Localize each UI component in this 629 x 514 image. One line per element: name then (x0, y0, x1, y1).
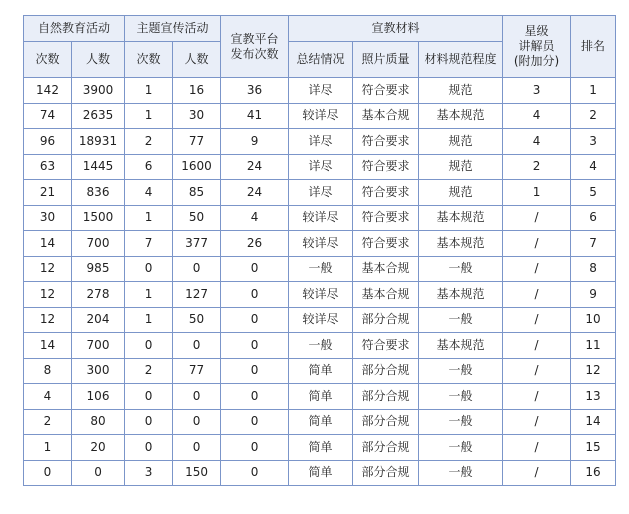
table-body (24, 78, 616, 486)
cell-theme-times: 4 (125, 180, 173, 206)
cell-summary: 简单 (289, 435, 353, 461)
cell-rank: 7 (571, 231, 616, 257)
cell-platform-count: 0 (221, 460, 289, 486)
cell-material-standard: 规范 (419, 180, 503, 206)
cell-nature-times: 0 (24, 460, 72, 486)
header-platform-count: 宣教平台 发布次数 (221, 16, 289, 78)
cell-summary: 较详尽 (289, 307, 353, 333)
cell-photo-quality: 基本合规 (353, 282, 419, 308)
cell-nature-people: 278 (72, 282, 125, 308)
cell-platform-count: 41 (221, 103, 289, 129)
cell-nature-times: 1 (24, 435, 72, 461)
cell-rank: 14 (571, 409, 616, 435)
cell-platform-count: 0 (221, 435, 289, 461)
cell-summary: 简单 (289, 460, 353, 486)
cell-theme-people: 77 (173, 358, 221, 384)
ranking-table (23, 15, 616, 486)
cell-photo-quality: 基本合规 (353, 256, 419, 282)
cell-theme-people: 16 (173, 78, 221, 104)
cell-theme-times: 6 (125, 154, 173, 180)
cell-material-standard: 一般 (419, 307, 503, 333)
table-row (24, 205, 616, 231)
cell-star-guide: / (503, 435, 571, 461)
cell-platform-count: 0 (221, 358, 289, 384)
cell-star-guide: 4 (503, 103, 571, 129)
cell-material-standard: 规范 (419, 78, 503, 104)
table-row (24, 460, 616, 486)
cell-nature-people: 300 (72, 358, 125, 384)
cell-theme-times: 1 (125, 205, 173, 231)
header-material-standard: 材料规范程度 (419, 42, 503, 78)
cell-nature-people: 80 (72, 409, 125, 435)
cell-nature-times: 30 (24, 205, 72, 231)
cell-nature-people: 106 (72, 384, 125, 410)
cell-summary: 较详尽 (289, 282, 353, 308)
cell-star-guide: / (503, 384, 571, 410)
cell-platform-count: 9 (221, 129, 289, 155)
cell-nature-people: 1445 (72, 154, 125, 180)
cell-theme-people: 0 (173, 384, 221, 410)
cell-rank: 10 (571, 307, 616, 333)
cell-platform-count: 24 (221, 154, 289, 180)
cell-rank: 8 (571, 256, 616, 282)
table-row (24, 256, 616, 282)
cell-nature-people: 0 (72, 460, 125, 486)
cell-material-standard: 一般 (419, 384, 503, 410)
cell-photo-quality: 部分合规 (353, 307, 419, 333)
cell-nature-times: 96 (24, 129, 72, 155)
cell-nature-people: 20 (72, 435, 125, 461)
cell-summary: 详尽 (289, 180, 353, 206)
cell-photo-quality: 符合要求 (353, 78, 419, 104)
table-row (24, 384, 616, 410)
cell-star-guide: 1 (503, 180, 571, 206)
cell-material-standard: 一般 (419, 358, 503, 384)
cell-summary: 简单 (289, 358, 353, 384)
header-theme-promotion: 主题宣传活动 (125, 16, 221, 42)
table-row (24, 307, 616, 333)
cell-theme-times: 1 (125, 103, 173, 129)
table-row (24, 180, 616, 206)
ranking-table-container (23, 15, 616, 486)
cell-nature-times: 14 (24, 231, 72, 257)
cell-platform-count: 0 (221, 307, 289, 333)
cell-platform-count: 24 (221, 180, 289, 206)
table-row (24, 333, 616, 359)
cell-platform-count: 0 (221, 256, 289, 282)
cell-photo-quality: 符合要求 (353, 205, 419, 231)
table-row (24, 129, 616, 155)
cell-theme-people: 30 (173, 103, 221, 129)
table-row (24, 282, 616, 308)
cell-star-guide: / (503, 333, 571, 359)
cell-nature-people: 2635 (72, 103, 125, 129)
cell-photo-quality: 符合要求 (353, 180, 419, 206)
cell-nature-times: 2 (24, 409, 72, 435)
cell-nature-people: 700 (72, 333, 125, 359)
cell-star-guide: / (503, 409, 571, 435)
cell-summary: 一般 (289, 256, 353, 282)
table-row (24, 154, 616, 180)
cell-theme-times: 1 (125, 307, 173, 333)
cell-nature-times: 14 (24, 333, 72, 359)
cell-nature-times: 8 (24, 358, 72, 384)
cell-photo-quality: 部分合规 (353, 384, 419, 410)
header-rank: 排名 (571, 16, 616, 78)
cell-material-standard: 规范 (419, 154, 503, 180)
cell-theme-times: 7 (125, 231, 173, 257)
cell-theme-people: 0 (173, 409, 221, 435)
cell-material-standard: 基本规范 (419, 231, 503, 257)
cell-theme-times: 0 (125, 384, 173, 410)
cell-theme-times: 0 (125, 256, 173, 282)
cell-nature-people: 204 (72, 307, 125, 333)
cell-photo-quality: 部分合规 (353, 358, 419, 384)
cell-photo-quality: 符合要求 (353, 129, 419, 155)
cell-platform-count: 4 (221, 205, 289, 231)
cell-theme-people: 85 (173, 180, 221, 206)
cell-summary: 简单 (289, 384, 353, 410)
cell-theme-times: 3 (125, 460, 173, 486)
cell-nature-times: 12 (24, 307, 72, 333)
header-theme-people: 人数 (173, 42, 221, 78)
cell-material-standard: 规范 (419, 129, 503, 155)
header-row-top (24, 16, 616, 42)
cell-summary: 详尽 (289, 78, 353, 104)
cell-star-guide: / (503, 307, 571, 333)
cell-summary: 较详尽 (289, 103, 353, 129)
cell-platform-count: 0 (221, 384, 289, 410)
cell-rank: 11 (571, 333, 616, 359)
cell-star-guide: / (503, 256, 571, 282)
cell-material-standard: 一般 (419, 409, 503, 435)
cell-material-standard: 基本规范 (419, 103, 503, 129)
cell-platform-count: 0 (221, 282, 289, 308)
header-theme-times: 次数 (125, 42, 173, 78)
cell-nature-people: 700 (72, 231, 125, 257)
cell-theme-times: 1 (125, 78, 173, 104)
cell-theme-people: 377 (173, 231, 221, 257)
cell-summary: 较详尽 (289, 231, 353, 257)
cell-material-standard: 一般 (419, 256, 503, 282)
cell-rank: 1 (571, 78, 616, 104)
cell-rank: 5 (571, 180, 616, 206)
cell-nature-times: 4 (24, 384, 72, 410)
cell-photo-quality: 符合要求 (353, 333, 419, 359)
cell-rank: 16 (571, 460, 616, 486)
cell-theme-people: 150 (173, 460, 221, 486)
cell-theme-people: 127 (173, 282, 221, 308)
cell-theme-times: 1 (125, 282, 173, 308)
header-star-guide: 星级 讲解员 (附加分) (503, 16, 571, 78)
cell-star-guide: / (503, 460, 571, 486)
header-nature-times: 次数 (24, 42, 72, 78)
table-row (24, 358, 616, 384)
cell-rank: 12 (571, 358, 616, 384)
cell-theme-times: 0 (125, 435, 173, 461)
cell-nature-times: 142 (24, 78, 72, 104)
header-summary: 总结情况 (289, 42, 353, 78)
cell-nature-people: 1500 (72, 205, 125, 231)
cell-star-guide: / (503, 358, 571, 384)
cell-rank: 15 (571, 435, 616, 461)
cell-photo-quality: 符合要求 (353, 231, 419, 257)
cell-theme-times: 2 (125, 358, 173, 384)
cell-star-guide: 3 (503, 78, 571, 104)
cell-theme-times: 2 (125, 129, 173, 155)
header-nature-education: 自然教育活动 (24, 16, 125, 42)
header-education-material: 宣教材料 (289, 16, 503, 42)
cell-summary: 一般 (289, 333, 353, 359)
table-row (24, 103, 616, 129)
cell-rank: 13 (571, 384, 616, 410)
cell-theme-people: 50 (173, 307, 221, 333)
cell-summary: 简单 (289, 409, 353, 435)
cell-theme-people: 0 (173, 333, 221, 359)
cell-nature-times: 74 (24, 103, 72, 129)
cell-theme-people: 50 (173, 205, 221, 231)
cell-material-standard: 一般 (419, 460, 503, 486)
cell-theme-people: 1600 (173, 154, 221, 180)
header-nature-people: 人数 (72, 42, 125, 78)
cell-rank: 9 (571, 282, 616, 308)
table-row (24, 435, 616, 461)
cell-nature-people: 3900 (72, 78, 125, 104)
cell-star-guide: / (503, 282, 571, 308)
cell-theme-times: 0 (125, 409, 173, 435)
cell-theme-people: 0 (173, 256, 221, 282)
cell-star-guide: / (503, 231, 571, 257)
cell-rank: 2 (571, 103, 616, 129)
table-row (24, 231, 616, 257)
cell-theme-times: 0 (125, 333, 173, 359)
cell-nature-times: 21 (24, 180, 72, 206)
cell-material-standard: 基本规范 (419, 282, 503, 308)
table-header (24, 16, 616, 78)
cell-star-guide: 4 (503, 129, 571, 155)
cell-photo-quality: 符合要求 (353, 154, 419, 180)
cell-rank: 3 (571, 129, 616, 155)
cell-platform-count: 36 (221, 78, 289, 104)
cell-summary: 详尽 (289, 154, 353, 180)
cell-material-standard: 基本规范 (419, 333, 503, 359)
cell-nature-times: 12 (24, 256, 72, 282)
cell-platform-count: 0 (221, 333, 289, 359)
cell-platform-count: 26 (221, 231, 289, 257)
cell-platform-count: 0 (221, 409, 289, 435)
cell-nature-people: 836 (72, 180, 125, 206)
cell-photo-quality: 部分合规 (353, 409, 419, 435)
cell-star-guide: 2 (503, 154, 571, 180)
cell-photo-quality: 部分合规 (353, 435, 419, 461)
cell-nature-people: 18931 (72, 129, 125, 155)
cell-photo-quality: 基本合规 (353, 103, 419, 129)
cell-nature-people: 985 (72, 256, 125, 282)
table-row (24, 409, 616, 435)
cell-theme-people: 0 (173, 435, 221, 461)
cell-summary: 详尽 (289, 129, 353, 155)
table-row (24, 78, 616, 104)
cell-star-guide: / (503, 205, 571, 231)
cell-summary: 较详尽 (289, 205, 353, 231)
cell-material-standard: 一般 (419, 435, 503, 461)
cell-photo-quality: 部分合规 (353, 460, 419, 486)
cell-theme-people: 77 (173, 129, 221, 155)
header-photo-quality: 照片质量 (353, 42, 419, 78)
cell-nature-times: 63 (24, 154, 72, 180)
cell-material-standard: 基本规范 (419, 205, 503, 231)
cell-rank: 6 (571, 205, 616, 231)
cell-nature-times: 12 (24, 282, 72, 308)
cell-rank: 4 (571, 154, 616, 180)
